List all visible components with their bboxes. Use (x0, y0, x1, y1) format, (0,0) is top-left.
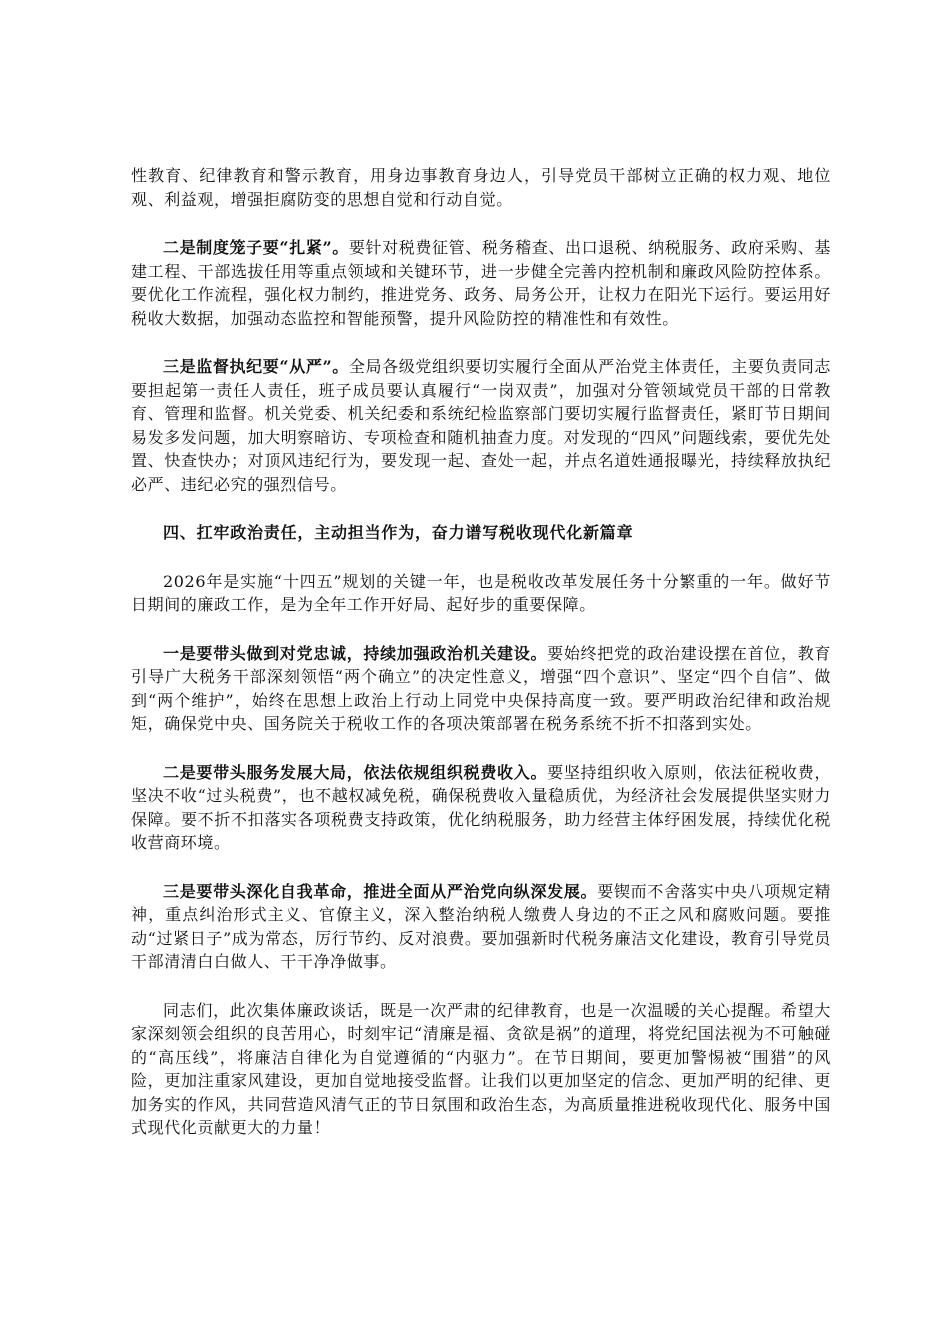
paragraph-lead: 一是要带头做到对党忠诚，持续加强政治机关建设。 (163, 643, 548, 663)
paragraph-lead: 二是制度笼子要“扎紧”。 (163, 238, 349, 257)
paragraph-text: 要始终把党的政治建设摆在首位，教育引导广大税务干部深刻领悟“两个确立”的决定性意义，增强“四个意识”、坚定“四个自信”、做到“两个维护”，始终在思想上政治上行动上同党中央保持高度一致。要严明政治纪律和政治规矩，确保党中央、国务院关于税收工作的各项决策部署在税务系统不折不扣落到实处。 (131, 643, 831, 733)
paragraph-text: 2026年是实施“十四五”规划的关键一年，也是税收改革发展任务十分繁重的一年。做好节日期间的廉政工作，是为全年工作开好局、起好步的重要保障。 (131, 571, 831, 614)
paragraph-text: 要针对税费征管、税务稽查、出口退税、纳税服务、政府采购、基建工程、干部选拔任用等重点领域和关键环节，进一步健全完善内控机制和廉政风险防控体系。要优化工作流程，强化权力制约，推进党务、政务、局务公开，让权力在阳光下运行。要运用好税收大数据，加强动态监控和智能预警，提升风险防控的精准性和有效性。 (131, 238, 831, 328)
paragraph-development (131, 761, 831, 855)
paragraph-supervision (131, 355, 831, 496)
paragraph-lead: 二是要带头服务发展大局，依法依规组织税费收入。 (163, 762, 548, 782)
paragraph-text: 要锲而不舍落实中央八项规定精神，重点纠治形式主义、官僚主义，深入整治纳税人缴费人身边的不正之风和腐败问题。要推动“过紧日子”成为常态，厉行节约、反对浪费。要加强新时代税务廉洁文化建设，教育引导党员干部清清白白做人、干干净净做事。 (131, 881, 831, 971)
paragraph-lead: 三是监督执纪要“从严”。 (163, 357, 349, 376)
paragraph-self-revolution (131, 880, 831, 974)
paragraph-text: 全局各级党组织要切实履行全面从严治党主体责任，主要负责同志要担起第一责任人责任，班子成员要认真履行“一岗双责”，加强对分管领域党员干部的日常教育、管理和监督。机关党委、机关纪委和系统纪检监察部门要切实履行监督责任，紧盯节日期间易发多发问题，加大明察暗访、专项检查和随机抽查力度。对发现的“四风”问题线索，要优先处置、快查快办；对顶风违纪行为，要发现一起、查处一起，并点名道姓通报曝光，持续释放执纪必严、违纪必究的强烈信号。 (131, 357, 831, 494)
paragraph-lead: 三是要带头深化自我革命，推进全面从严治党向纵深发展。 (163, 881, 598, 901)
paragraph-system-cage (131, 236, 831, 330)
section-heading: 四、扛牢政治责任，主动担当作为，奋力谱写税收现代化新篇章 (163, 523, 634, 542)
document-body (131, 164, 831, 1165)
paragraph-text: 性教育、纪律教育和警示教育，用身边事教育身边人，引导党员干部树立正确的权力观、地位观、利益观，增强拒腐防变的思想自觉和行动自觉。 (131, 166, 831, 209)
continued-paragraph (131, 164, 831, 211)
paragraph-closing (131, 999, 831, 1140)
paragraph-loyalty (131, 642, 831, 736)
paragraph-text: 同志们，此次集体廉政谈话，既是一次严肃的纪律教育，也是一次温暖的关心提醒。希望大家深刻领会组织的良苦用心，时刻牢记“清廉是福、贪欲是祸”的道理，将党纪国法视为不可触碰的“高压线”，将廉洁自律化为自觉遵循的“内驱力”。在节日期间，要更加警惕被“围猎”的风险，更加注重家风建设，更加自觉地接受监督。让我们以更加坚定的信念、更加严明的纪律、更加务实的作风，共同营造风清气正的节日氛围和政治生态，为高质量推进税收现代化、服务中国式现代化贡献更大的力量！ (131, 1000, 831, 1137)
paragraph-text: 要坚持组织收入原则，依法征税收费，坚决不收“过头税费”，也不越权减免税，确保税费收入量稳质优，为经济社会发展提供坚实财力保障。要不折不扣落实各项税费支持政策，优化纳税服务，助力经营主体纾困发展，持续优化税收营商环境。 (131, 762, 831, 852)
paragraph-intro (131, 570, 831, 617)
